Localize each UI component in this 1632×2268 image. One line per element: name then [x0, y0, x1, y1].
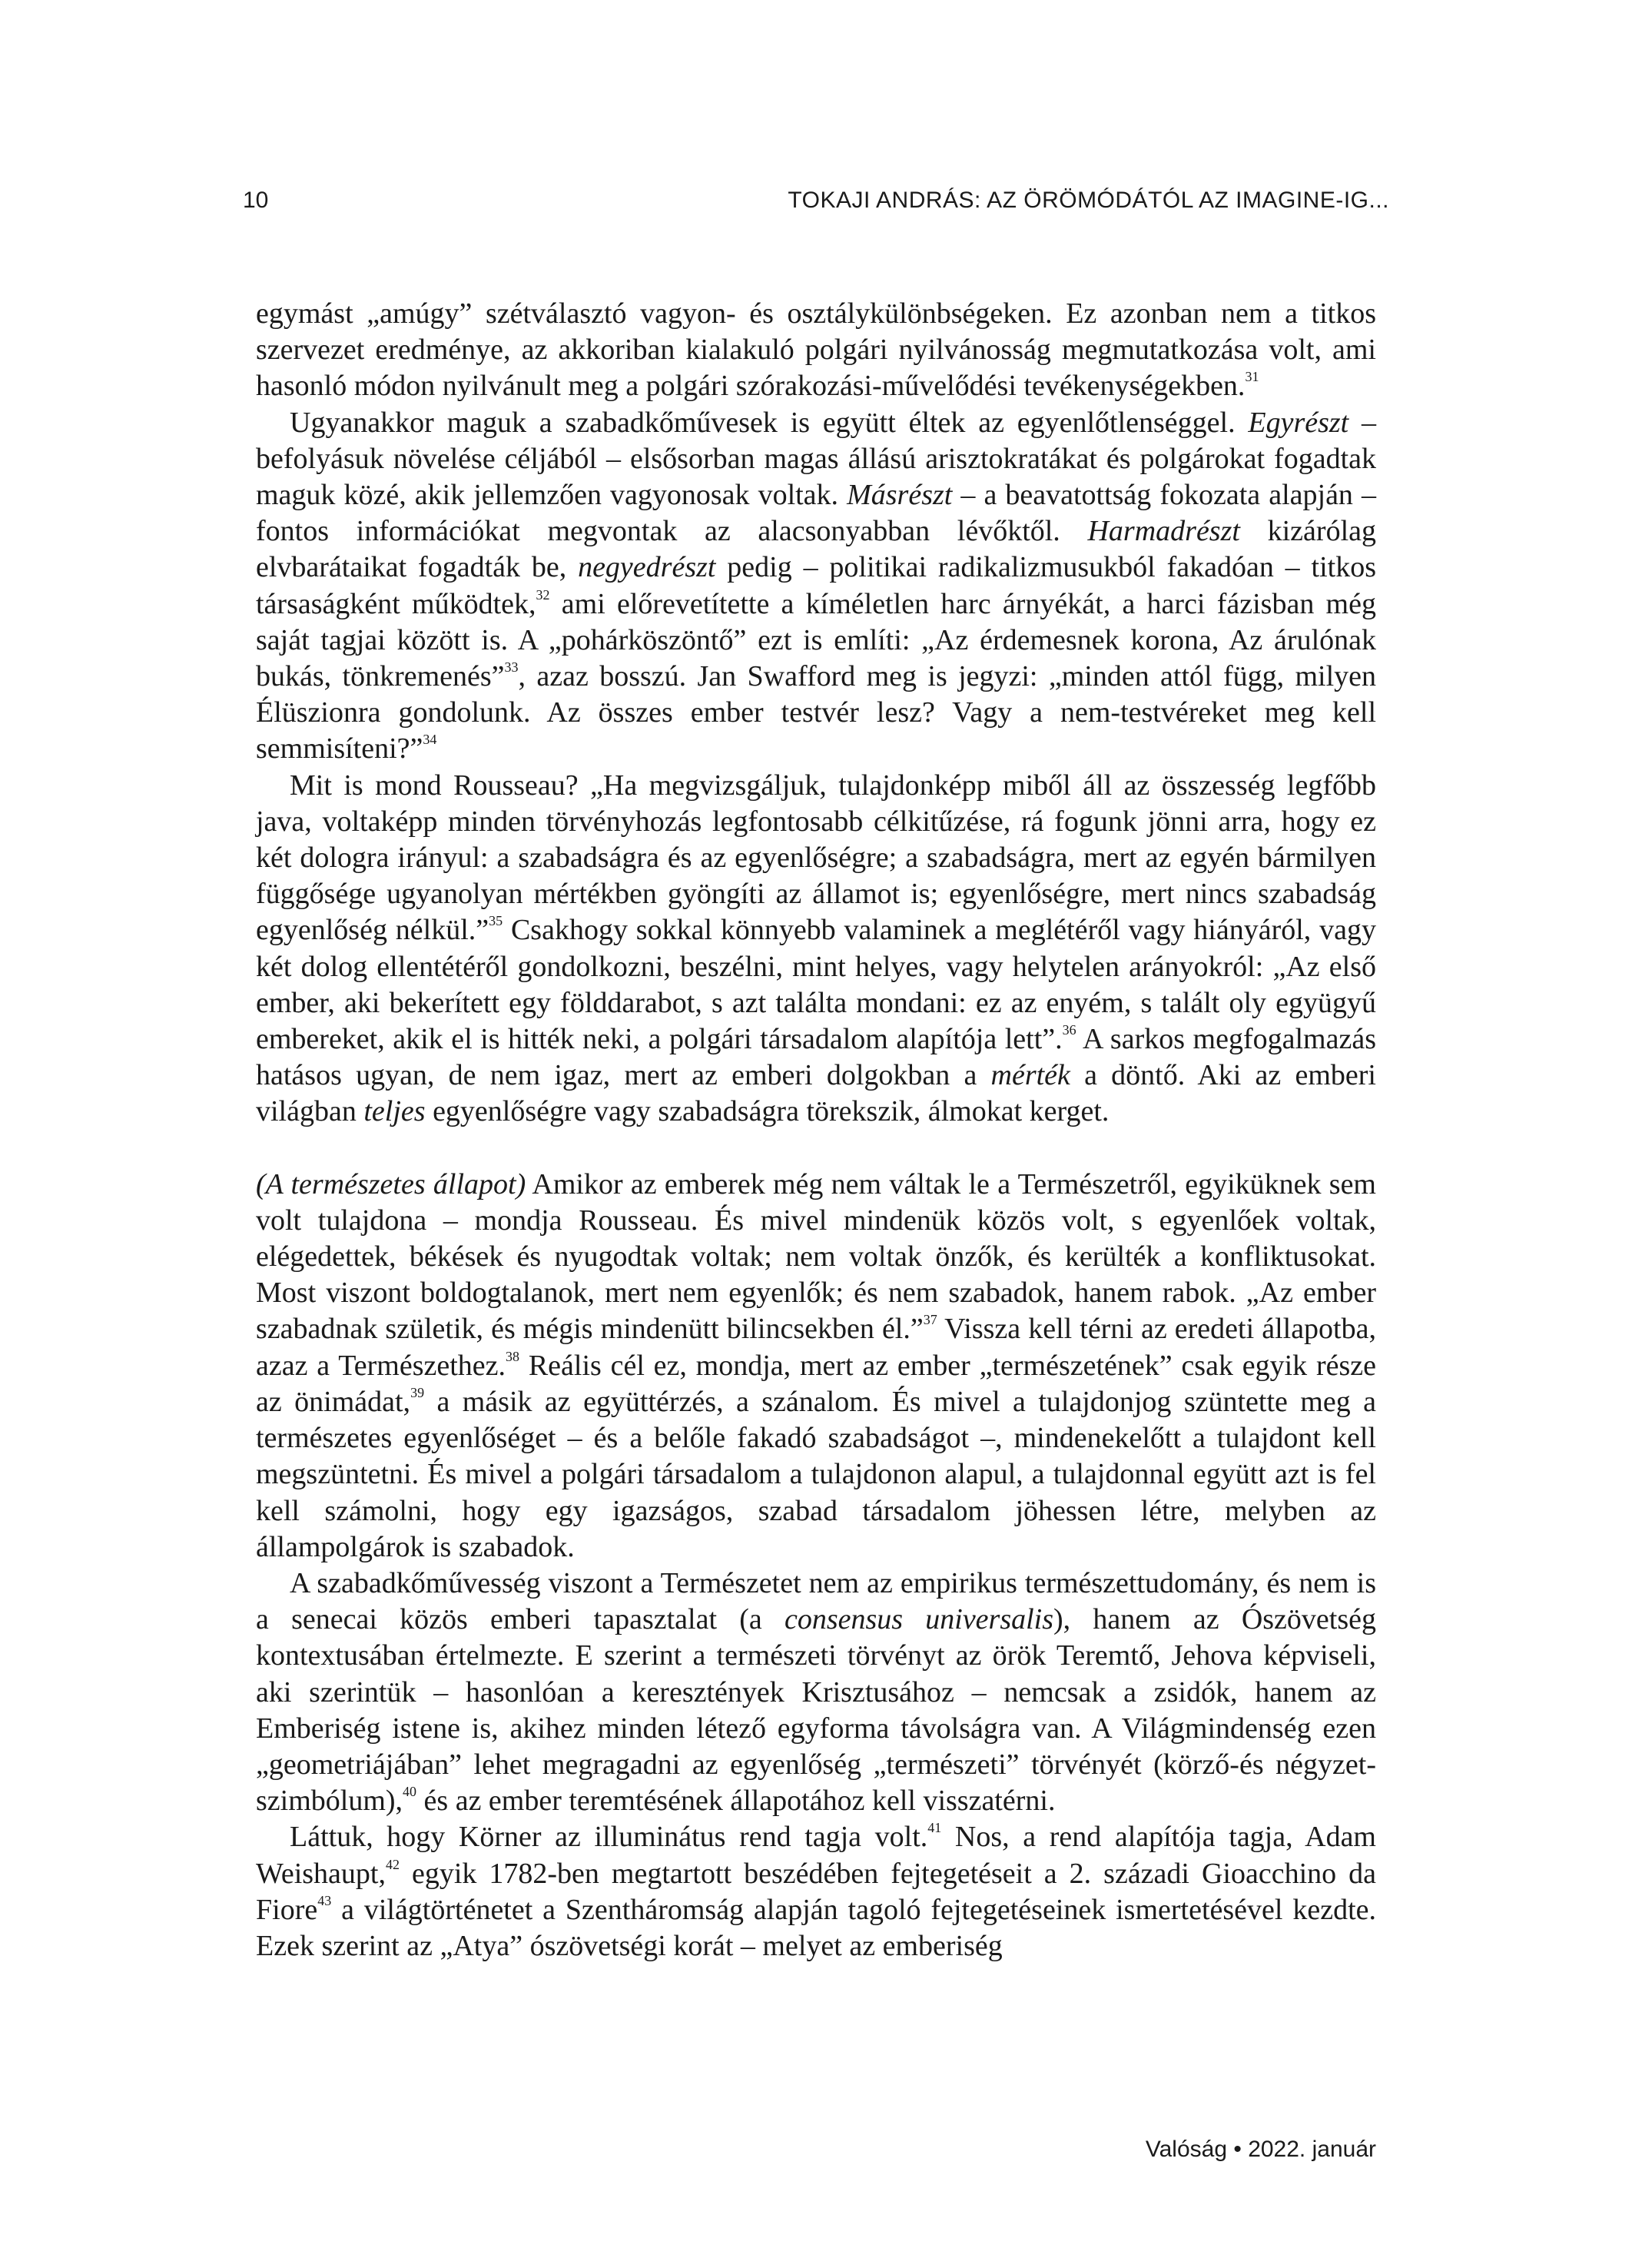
text-run: A szabadkőművesség viszont a Természetet nem az empirikus természettudomány, és nem is a senecai közös emberi tapasztalat (a: [256, 1566, 1376, 1636]
text-run: ami előrevetítette a kíméletlen harc árnyékát, a harci fázisban még saját tagjai között is. A „pohárköszöntő” ezt is említi: „Az érdemesnek korona, Az árulónak bukás, tönkremenés”: [256, 587, 1376, 693]
text-run: Amikor az emberek még nem váltak le a Természetről, egyiküknek sem volt tulajdona – mondja Rousseau. És mivel mindenük közös volt, s egyenlőek voltak, elégedettek, békések és nyugodtak voltak; nem voltak önzők, és kerülték a konfliktusokat. Most viszont boldogtalanok, mert nem egyenlők; és nem szabadok, hanem rabok. „Az ember szabadnak születik, és mégis mindenütt bilincsekben él.”: [256, 1167, 1376, 1346]
body-text: [256, 296, 1376, 1964]
text-run: a világtörténetet a Szentháromság alapján tagoló fejtegetéseinek ismertetésével kezdte. Ezek szerint az „Atya” ószövetségi korát – melyet az emberiség: [256, 1893, 1376, 1962]
text-run: pedig – politikai radikalizmusukból fakadóan – titkos társaságként működtek,: [256, 551, 1376, 620]
footnote-ref: 35: [489, 913, 503, 929]
footnote-ref: 38: [506, 1348, 520, 1364]
text-run: A sarkos megfogalmazás hatásos ugyan, de nem igaz, mert az emberi dolgokban a: [256, 1023, 1377, 1092]
italic-text: Egyrészt: [1248, 406, 1349, 439]
paragraph: [256, 1566, 1376, 1819]
text-run: és az ember teremtésének állapotához kell visszatérni.: [416, 1785, 1056, 1818]
paragraph: [256, 405, 1376, 768]
text-run: , azaz bosszú. Jan Swafford meg is jegyzi: „minden attól függ, milyen Élüszionra gondolunk. Az összes ember testvér lesz? Vagy a nem-testvéreket meg kell semmisíteni?”: [256, 660, 1376, 765]
text-run: egymást „amúgy” szétválasztó vagyon- és osztálykülönbségeken. Ez azonban nem a titkos szervezet eredménye, az akkoriban kialakuló polgári nyilvánosság megmutatkozása volt, ami hasonló módon nyilvánult meg a polgári szórakozási-művelődési tevékenységekben.: [256, 297, 1376, 403]
page-number: 10: [243, 188, 269, 213]
footnote-ref: 40: [403, 1784, 417, 1800]
text-run: kizárólag elvbarátaikat fogadták be,: [256, 515, 1376, 584]
paragraph: [256, 296, 1376, 405]
page-header: [243, 188, 1389, 223]
italic-text: Harmadrészt: [1087, 515, 1240, 548]
footnote-ref: 43: [317, 1892, 332, 1908]
text-run: a döntő. Aki az emberi világban: [256, 1059, 1376, 1128]
paragraph: [256, 768, 1376, 1131]
paragraph: [256, 1167, 1376, 1566]
text-run: Mit is mond Rousseau? „Ha megvizsgáljuk, tulajdonképp miből áll az összesség legfőbb java, voltaképp minden törvényhozás legfontosabb célkitűzése, rá fogunk jönni arra, hogy ez két dologra irányul: a szabadságra és az egyenlőségre; a szabadságra, mert az egyén bármilyen függősége ugyanolyan mértékben gyöngíti az államot is; egyenlőségre, mert nincs szabadság egyenlőség nélkül.”: [256, 769, 1376, 947]
footnote-ref: 39: [410, 1384, 425, 1400]
text-run: Vissza kell térni az eredeti állapotba, azaz a Természethez.: [256, 1313, 1376, 1382]
footnote-ref: 36: [1062, 1022, 1076, 1038]
footnote-ref: 37: [923, 1312, 937, 1328]
paragraph: [256, 1819, 1376, 1964]
footnote-ref: 32: [536, 586, 550, 603]
footnote-ref: 41: [927, 1820, 942, 1836]
italic-text: Másrészt: [847, 479, 953, 512]
italic-text: negyedrészt: [578, 551, 716, 584]
text-run: ), hanem az Ószövetség kontextusában értelmezte. E szerint a természeti törvényt az örök Teremtő, Jehova képviseli, aki szerintük – hasonlóan a keresztények Krisztusához – nemcsak a zsidók, hanem az Emberiség istene is, akihez minden létező egyforma távolságra van. A Világmindenség ezen „geometriájában” lehet megragadni az egyenlőség „természeti” törvényét (körző-és négyzet-szimbólum),: [256, 1603, 1377, 1818]
text-run: Ugyanakkor maguk a szabadkőművesek is együtt éltek az egyenlőtlenséggel.: [290, 406, 1249, 439]
text-run: egyenlőségre vagy szabadságra törekszik, álmokat kerget.: [425, 1095, 1110, 1128]
page-footer: Valóság • 2022. január: [1145, 2137, 1376, 2162]
text-run: a másik az együttérzés, a szánalom. És mivel a tulajdonjog szüntette meg a természetes egyenlőséget – és a belőle fakadó szabadságot –, mindenekelőtt a tulajdont kell megszüntetni. És mivel a polgári társadalom a tulajdonon alapul, a tulajdonnal együtt azt is fel kell számolni, hogy egy igazságos, szabad társadalom jöhessen létre, melyben az állampolgárok is szabadok.: [256, 1385, 1376, 1563]
footnote-ref: 31: [1245, 369, 1259, 385]
text-run: Csakhogy sokkal könnyebb valaminek a meglétéről vagy hiányáról, vagy két dolog ellentétéről gondolkozni, beszélni, mint helyes, vagy helytelen arányokról: „Az első ember, aki bekerített egy földdarabot, s azt találta mondani: ez az enyém, s talált oly együgyű embereket, akik el is hitték neki, a polgári társadalom alapítója lett”.: [256, 914, 1376, 1056]
footnote-ref: 42: [385, 1856, 400, 1872]
footnote-ref: 33: [504, 659, 519, 676]
italic-text: mérték: [990, 1059, 1070, 1092]
footnote-ref: 34: [423, 732, 437, 748]
text-run: Reális cél ez, mondja, mert az ember „természetének” csak egyik része az önimádat,: [256, 1349, 1376, 1418]
text-run: egyik 1782-ben megtartott beszédében fejtegetéseit a 2. századi Gioacchino da Fiore: [256, 1857, 1376, 1926]
running-title: TOKAJI ANDRÁS: AZ ÖRÖMÓDÁTÓL AZ IMAGINE-IG...: [788, 188, 1389, 213]
text-run: Nos, a rend alapítója tagja, Adam Weishaupt,: [256, 1821, 1376, 1890]
italic-text: consensus universalis: [784, 1603, 1054, 1636]
text-run: – befolyásuk növelése céljából – elsősorban magas állású arisztokratákat és polgárokat fogadtak maguk közé, akik jellemzően vagyonosak voltak.: [256, 406, 1377, 512]
italic-text: teljes: [363, 1095, 426, 1128]
italic-text: (A természetes állapot): [256, 1167, 526, 1200]
text-run: – a beavatottság fokozata alapján – fontos információkat megvontak az alacsonyabban lévőktől.: [256, 479, 1376, 548]
text-run: Láttuk, hogy Körner az illuminátus rend tagja volt.: [290, 1821, 928, 1854]
